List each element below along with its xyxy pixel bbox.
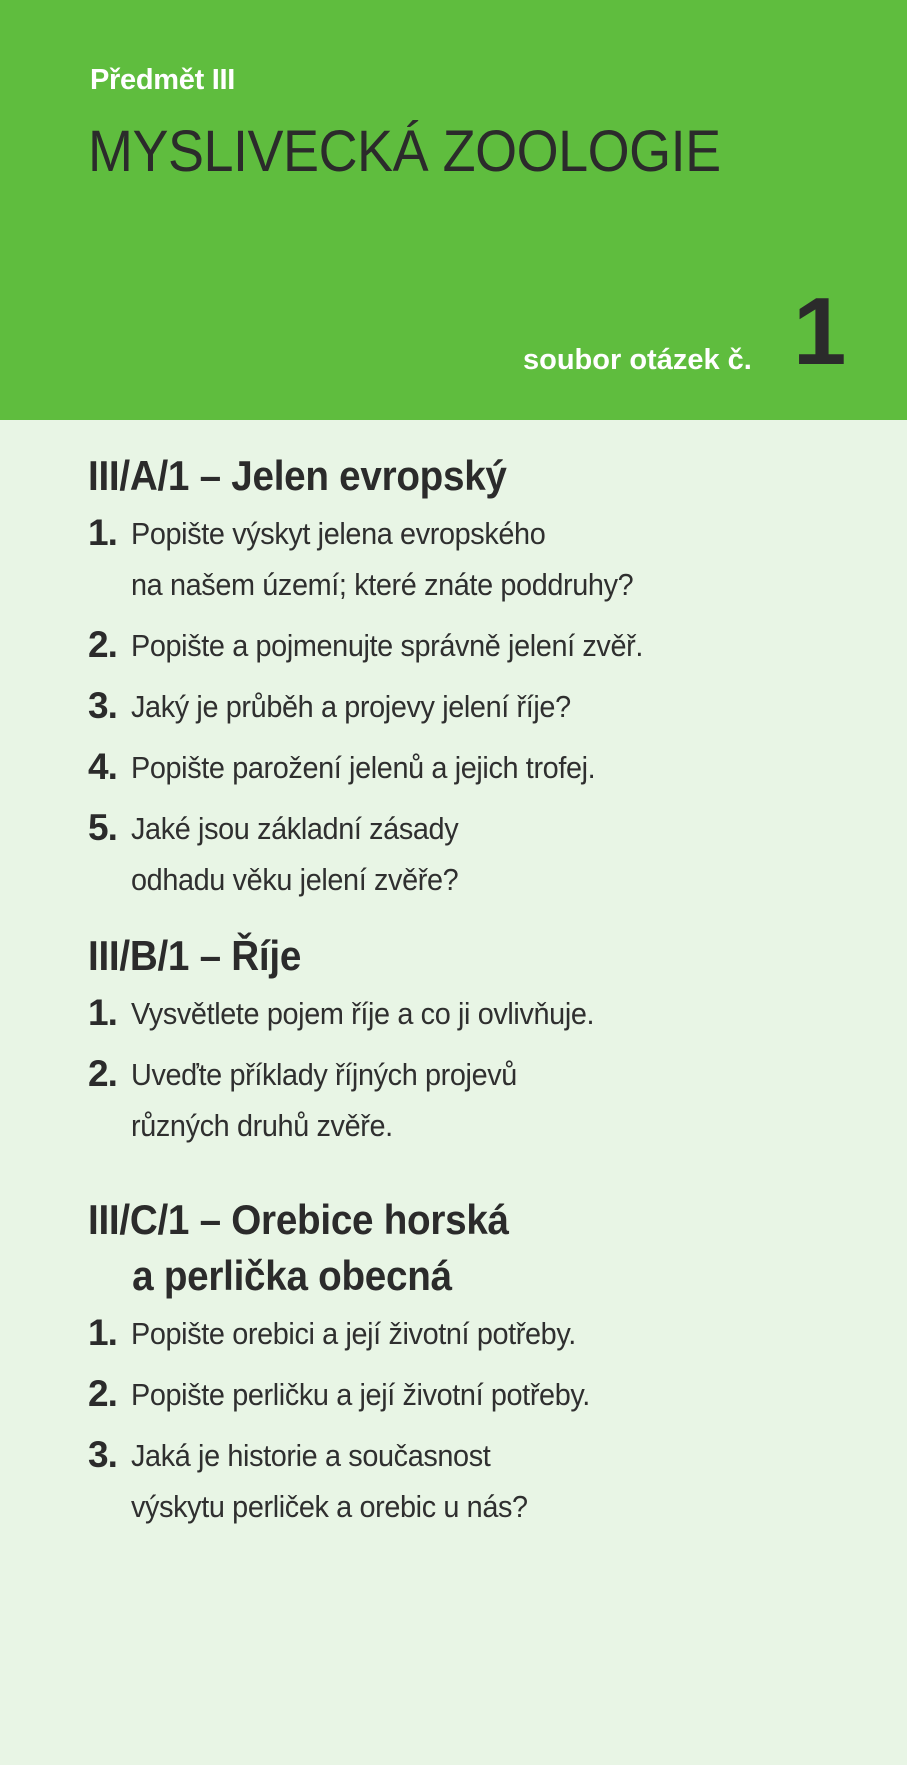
question-text: Popište výskyt jelena evropského na našem území; které znáte poddruhy? <box>131 516 634 602</box>
question-number: 1. <box>88 992 117 1033</box>
subject-label: Předmět III <box>90 64 235 96</box>
question-item <box>88 508 888 610</box>
question-text: Jaké jsou základní zásady odhadu věku jelení zvěře? <box>131 811 459 897</box>
question-number: 3. <box>88 685 117 726</box>
section-title-continuation: a perlička obecná <box>132 1252 452 1299</box>
question-item <box>88 742 888 793</box>
question-item <box>88 1049 888 1151</box>
section-rije <box>88 928 888 1161</box>
question-list <box>88 988 888 1151</box>
question-text: Jaká je historie a současnost výskytu perliček a orebic u nás? <box>131 1438 528 1524</box>
question-item <box>88 620 888 671</box>
question-set-number: 1 <box>793 278 847 385</box>
question-text: Popište a pojmenujte správně jelení zvěř. <box>131 628 643 663</box>
question-number: 5. <box>88 807 117 848</box>
question-list <box>88 508 888 905</box>
question-number: 2. <box>88 624 117 665</box>
page-title: MYSLIVECKÁ ZOOLOGIE <box>88 119 721 184</box>
section-orebice-perlicka <box>88 1192 888 1542</box>
question-set-label: soubor otázek č. <box>523 344 752 376</box>
question-number: 3. <box>88 1434 117 1475</box>
section-title-line: III/C/1 – Orebice horská <box>88 1196 509 1243</box>
question-item <box>88 988 888 1039</box>
question-number: 2. <box>88 1373 117 1414</box>
question-item <box>88 681 888 732</box>
question-number: 2. <box>88 1053 117 1094</box>
section-title: III/A/1 – Jelen evropský <box>88 452 507 499</box>
question-text: Popište parožení jelenů a jejich trofej. <box>131 750 596 785</box>
question-text: Popište perličku a její životní potřeby. <box>131 1377 590 1412</box>
question-text: Popište orebici a její životní potřeby. <box>131 1316 576 1351</box>
question-item <box>88 1430 888 1532</box>
section-title <box>88 1192 824 1304</box>
question-text: Uveďte příklady říjných projevů různých druhů zvěře. <box>131 1057 517 1143</box>
question-item <box>88 1308 888 1359</box>
question-item <box>88 803 888 905</box>
question-text: Jaký je průběh a projevy jelení říje? <box>131 689 571 724</box>
question-list <box>88 1308 888 1532</box>
question-text: Vysvětlete pojem říje a co ji ovlivňuje. <box>131 996 595 1031</box>
question-number: 1. <box>88 512 117 553</box>
question-number: 1. <box>88 1312 117 1353</box>
header-banner <box>0 0 907 420</box>
section-title: III/B/1 – Říje <box>88 932 302 979</box>
section-jelen-evropsky <box>88 448 888 915</box>
question-number: 4. <box>88 746 117 787</box>
question-item <box>88 1369 888 1420</box>
